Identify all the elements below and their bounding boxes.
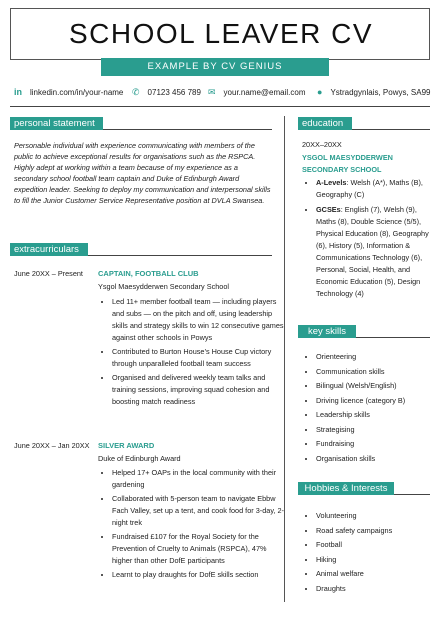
extracurriculars-heading: extracurriculars [10,243,88,256]
list-item [316,177,434,201]
education-rule [352,129,430,130]
qualification-label: GCSEs [316,204,341,214]
list-item [316,204,434,300]
list-item: • Helped 17+ OAPs in the local community with their gardening [112,467,284,491]
list-item: • Organised and delivered weekly team talks and training sessions, improving squad cohesion and boosting match readiness [112,372,284,408]
qualification-text: : Welsh (A*), Maths (B), Geography (C) [316,178,423,199]
entry-organisation: Ysgol Maesydderwen Secondary School [98,282,230,291]
list-item: • Collaborated with 5-person team to navigate Ebbw Fach Valley, set up a tent, and cook food for 3-day, 2-night trek [112,493,284,529]
list-item: • Organisation skills [316,453,434,465]
education-heading: education [298,117,352,130]
contact-email[interactable] [208,87,305,98]
education-date: 20XX–20XX [302,140,342,149]
key-skills-heading: key skills [298,325,356,338]
contact-row [10,87,430,103]
cv-subtitle: EXAMPLE BY CV GENIUS [101,58,329,76]
phone-text: 07123 456 789 [147,88,201,97]
entry-date: June 20XX – Jan 20XX [14,441,90,450]
location-text: Ystradgynlais, Powys, SA99 [330,87,431,97]
education-school: YSGOL MAESYDDERWEN SECONDARY SCHOOL [302,153,393,174]
list-item: • Learnt to play draughts for DofE skills section [112,569,284,581]
personal-statement-rule [103,129,272,130]
list-item: • Animal welfare [316,568,434,580]
qualification-label: A-Levels [316,178,347,187]
contact-location [317,87,430,97]
entry-title: SILVER AWARD [98,441,155,450]
entry-organisation: Duke of Edinburgh Award [98,454,181,463]
linkedin-icon: in [14,87,22,97]
hobbies-list [302,510,434,597]
linkedin-text: linkedin.com/in/your-name [30,87,124,97]
education-list [302,177,434,302]
entry-title: CAPTAIN, FOOTBALL CLUB [98,269,199,278]
email-text: your.name@email.com [223,88,306,97]
extracurriculars-rule [88,255,272,256]
key-skills-rule [356,337,430,338]
list-item: • Strategising [316,424,434,436]
entry-bullets [98,296,284,410]
list-item: • Road safety campaigns [316,525,434,537]
list-item: • Driving licence (category B) [316,395,434,407]
hobbies-rule [394,494,430,495]
list-item: • Football [316,539,434,551]
entry-bullets [98,467,284,583]
phone-icon: ✆ [132,87,140,97]
list-item: • Volunteering [316,510,434,522]
list-item: • Leadership skills [316,409,434,421]
contact-phone[interactable] [132,87,201,98]
list-item: • Communication skills [316,366,434,378]
personal-statement-text: Personable individual with experience communicating with members of the public to achieve exceptional results for organisations such as the RSPCA. Highly adept at working within a team because of my experience as a secondary school football team captain and Duke of Edinburgh Award expedition leader. Seeking to deploy my communication and interpersonal skills to fill the Junior Customer Service Representative position at DVLA Swansea. [14,141,271,205]
key-skills-list [302,351,434,467]
list-item: • Fundraising [316,438,434,450]
location-pin-icon: ● [317,87,323,97]
list-item: • Led 11+ member football team — including players and subs — on the pitch and off, using leadership skills and strategy skills to win 12 consecutive games against other schools in Powys [112,296,284,344]
list-item: • Draughts [316,583,434,595]
email-icon: ✉ [208,87,216,97]
hobbies-heading: Hobbies & Interests [298,482,394,495]
list-item: • Orienteering [316,351,434,363]
list-item: • Fundraised £107 for the Royal Society for the Prevention of Cruelty to Animals (RSPCA), 47% higher than other DofE participants [112,531,284,567]
qualification-text: : English (7), Welsh (9), Maths (8), Double Science (5/5), Physical Education (8), Geography (6), History (5), Information & Communications Technology (6), Personal, Social, Health, and Economic Education (5), Design Technology (4) [316,204,429,298]
cv-title: SCHOOL LEAVER CV [68,18,374,49]
list-item: • Hiking [316,554,434,566]
personal-statement-heading: personal statement [10,117,103,130]
contact-linkedin[interactable] [14,87,123,97]
list-item: • Contributed to Burton House’s House Cup victory through unparalleled football team success [112,346,284,370]
column-divider [284,116,285,602]
header-divider [10,106,430,107]
list-item: • Bilingual (Welsh/English) [316,380,434,392]
entry-date: June 20XX – Present [14,269,83,278]
